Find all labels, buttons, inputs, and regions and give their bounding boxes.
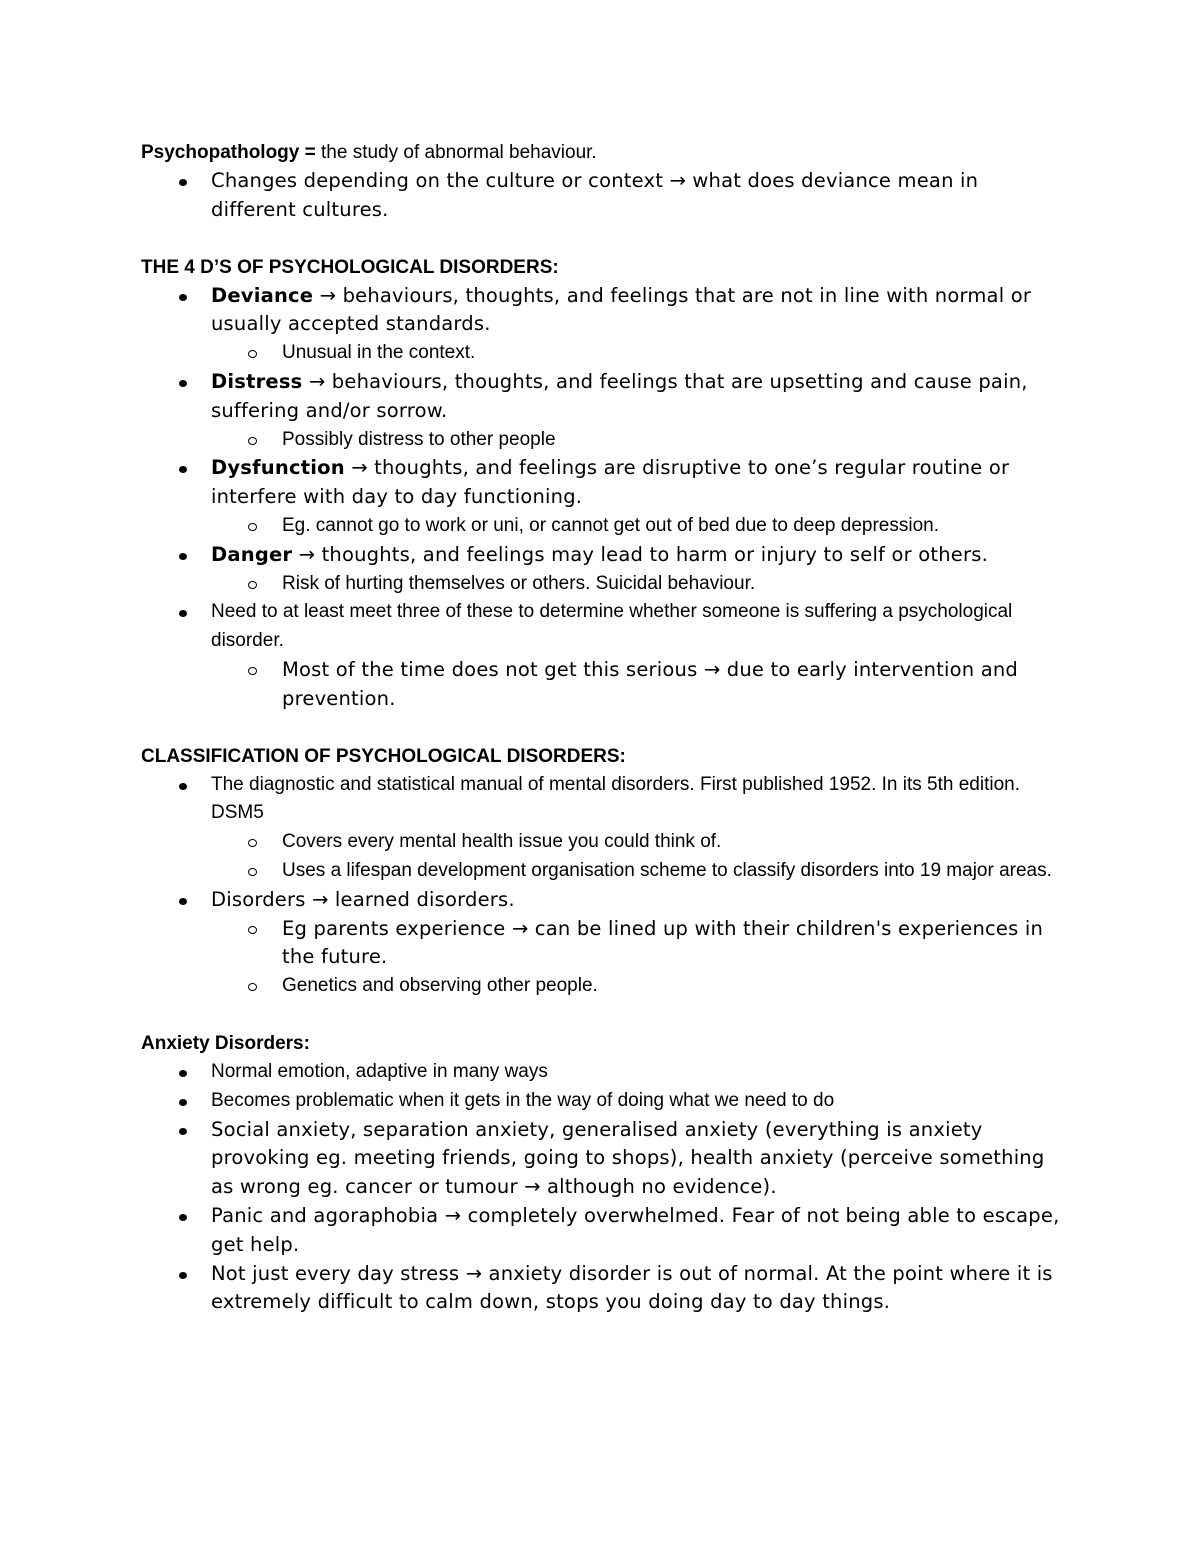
sub-list-item-text: Eg. cannot go to work or uni, or cannot get out of bed due to deep depression. [282,514,940,536]
list-item-text: The diagnostic and statistical manual of mental disorders. First published 1952. In its 5th edition. DSM5 [211,773,1020,824]
hollow-bullet-icon [248,523,257,531]
term-description: → behaviours, thoughts, and feelings that are not in line with normal or usually accepted standards. [211,283,1032,336]
term-description: → thoughts, and feelings may lead to harm or injury to self or others. [292,542,988,566]
intro-definition: the study of abnormal behaviour. [315,142,597,163]
list-item-text: Not just every day stress → anxiety disorder is out of normal. At the point where it is extremely difficult to calm down, stops you doing day to day things. [211,1261,1053,1314]
bullet-icon [179,898,187,905]
bullet-icon [179,1070,187,1077]
list-item-distress [141,368,1060,454]
list-item-text: Changes depending on the culture or context → what does deviance mean in different cultures. [211,169,979,221]
bullet-icon [179,466,187,473]
list-item-text [211,282,1060,340]
list-item-danger [141,541,1060,599]
sub-list-item-text: Possibly distress to other people [282,428,556,450]
intro-bullet-list [141,167,1060,225]
sub-list [211,915,1060,1001]
list-item [141,1116,1060,1202]
hollow-bullet-icon [248,437,257,445]
list-item-deviance [141,282,1060,368]
sub-list-item [141,972,1060,1001]
hollow-bullet-icon [248,667,257,675]
section-heading: THE 4 D’S OF PSYCHOLOGICAL DISORDERS: [141,256,559,278]
section-heading: CLASSIFICATION OF PSYCHOLOGICAL DISORDERS: [141,745,626,767]
hollow-bullet-icon [248,926,257,934]
anxiety-list [141,1058,1060,1317]
list-item-text: Panic and agoraphobia → completely overwhelmed. Fear of not being able to escape, get help. [211,1203,1060,1256]
bullet-icon [179,1099,187,1106]
term-label: Deviance [211,283,314,307]
bullet-icon [179,380,187,387]
intro-term: Psychopathology = [141,142,316,163]
list-item [141,886,1060,1001]
sub-list [211,656,1060,714]
bullet-icon [179,1272,187,1279]
sub-list-item-text: Eg parents experience → can be lined up with their children's experiences in the future. [282,916,1044,969]
list-item-text: Becomes problematic when it gets in the way of doing what we need to do [211,1089,835,1111]
classification-section [141,742,1060,1001]
sub-list [211,426,1060,455]
list-item [141,1058,1060,1087]
sub-list-item [141,828,1060,857]
term-description: → behaviours, thoughts, and feelings that are upsetting and cause pain, suffering and/or sorrow. [211,369,1028,422]
list-item-note [141,598,1060,713]
hollow-bullet-icon [248,581,257,589]
sub-list-item-text: Uses a lifespan development organisation scheme to classify disorders into 19 major areas. [282,859,1052,881]
list-item [141,167,1060,225]
bullet-icon [179,1128,187,1135]
list-item-dysfunction [141,454,1060,540]
sub-list-item-text: Covers every mental health issue you could think of. [282,831,722,853]
bullet-icon [179,553,187,560]
bullet-icon [179,179,187,186]
bullet-icon [179,1214,187,1221]
list-item-text: Need to at least meet three of these to determine whether someone is suffering a psychological disorder. [211,601,1013,652]
list-item-text [211,541,1060,570]
sub-list [211,828,1060,886]
list-item-text: Disorders → learned disorders. [211,887,515,911]
classification-list [141,771,1060,1001]
section-heading: Anxiety Disorders: [141,1032,310,1054]
term-label: Danger [211,542,293,566]
sub-list-item [141,339,1060,368]
four-ds-section [141,253,1060,714]
sub-list-item-text: Unusual in the context. [282,342,476,364]
term-label: Distress [211,369,303,393]
sub-list-item [141,656,1060,714]
sub-list-item [141,512,1060,541]
bullet-icon [179,783,187,790]
list-item-text: Normal emotion, adaptive in many ways [211,1060,548,1082]
sub-list [211,570,1060,599]
list-item-text [211,368,1060,426]
sub-list-item-text: Risk of hurting themselves or others. Suicidal behaviour. [282,572,756,594]
sub-list-item [141,915,1060,973]
list-item [141,1087,1060,1116]
bullet-icon [179,294,187,301]
list-item [141,771,1060,886]
four-ds-list [141,282,1060,714]
sub-list-item-text: Most of the time does not get this serious → due to early intervention and prevention. [282,657,1018,710]
sub-list-item [141,570,1060,599]
list-item-text [211,454,1060,512]
hollow-bullet-icon [248,839,257,847]
sub-list-item [141,857,1060,886]
intro-definition-line [141,138,1060,167]
term-label: Dysfunction [211,456,345,480]
list-item [141,1202,1060,1260]
hollow-bullet-icon [248,983,257,991]
hollow-bullet-icon [248,350,257,358]
sub-list [211,339,1060,368]
sub-list-item-text: Genetics and observing other people. [282,975,598,997]
list-item-text: Social anxiety, separation anxiety, generalised anxiety (everything is anxiety provoking eg. meeting friends, going to shops), health anxiety (perceive something as wrong eg. cancer or tumour → although no evidence). [211,1117,1045,1199]
list-item [141,1260,1060,1318]
hollow-bullet-icon [248,868,257,876]
bullet-icon [179,610,187,617]
sub-list-item [141,426,1060,455]
term-description: → thoughts, and feelings are disruptive to one’s regular routine or interfere with day to day functioning. [211,456,1010,509]
intro-section [141,138,1060,225]
sub-list [211,512,1060,541]
anxiety-section [141,1029,1060,1317]
